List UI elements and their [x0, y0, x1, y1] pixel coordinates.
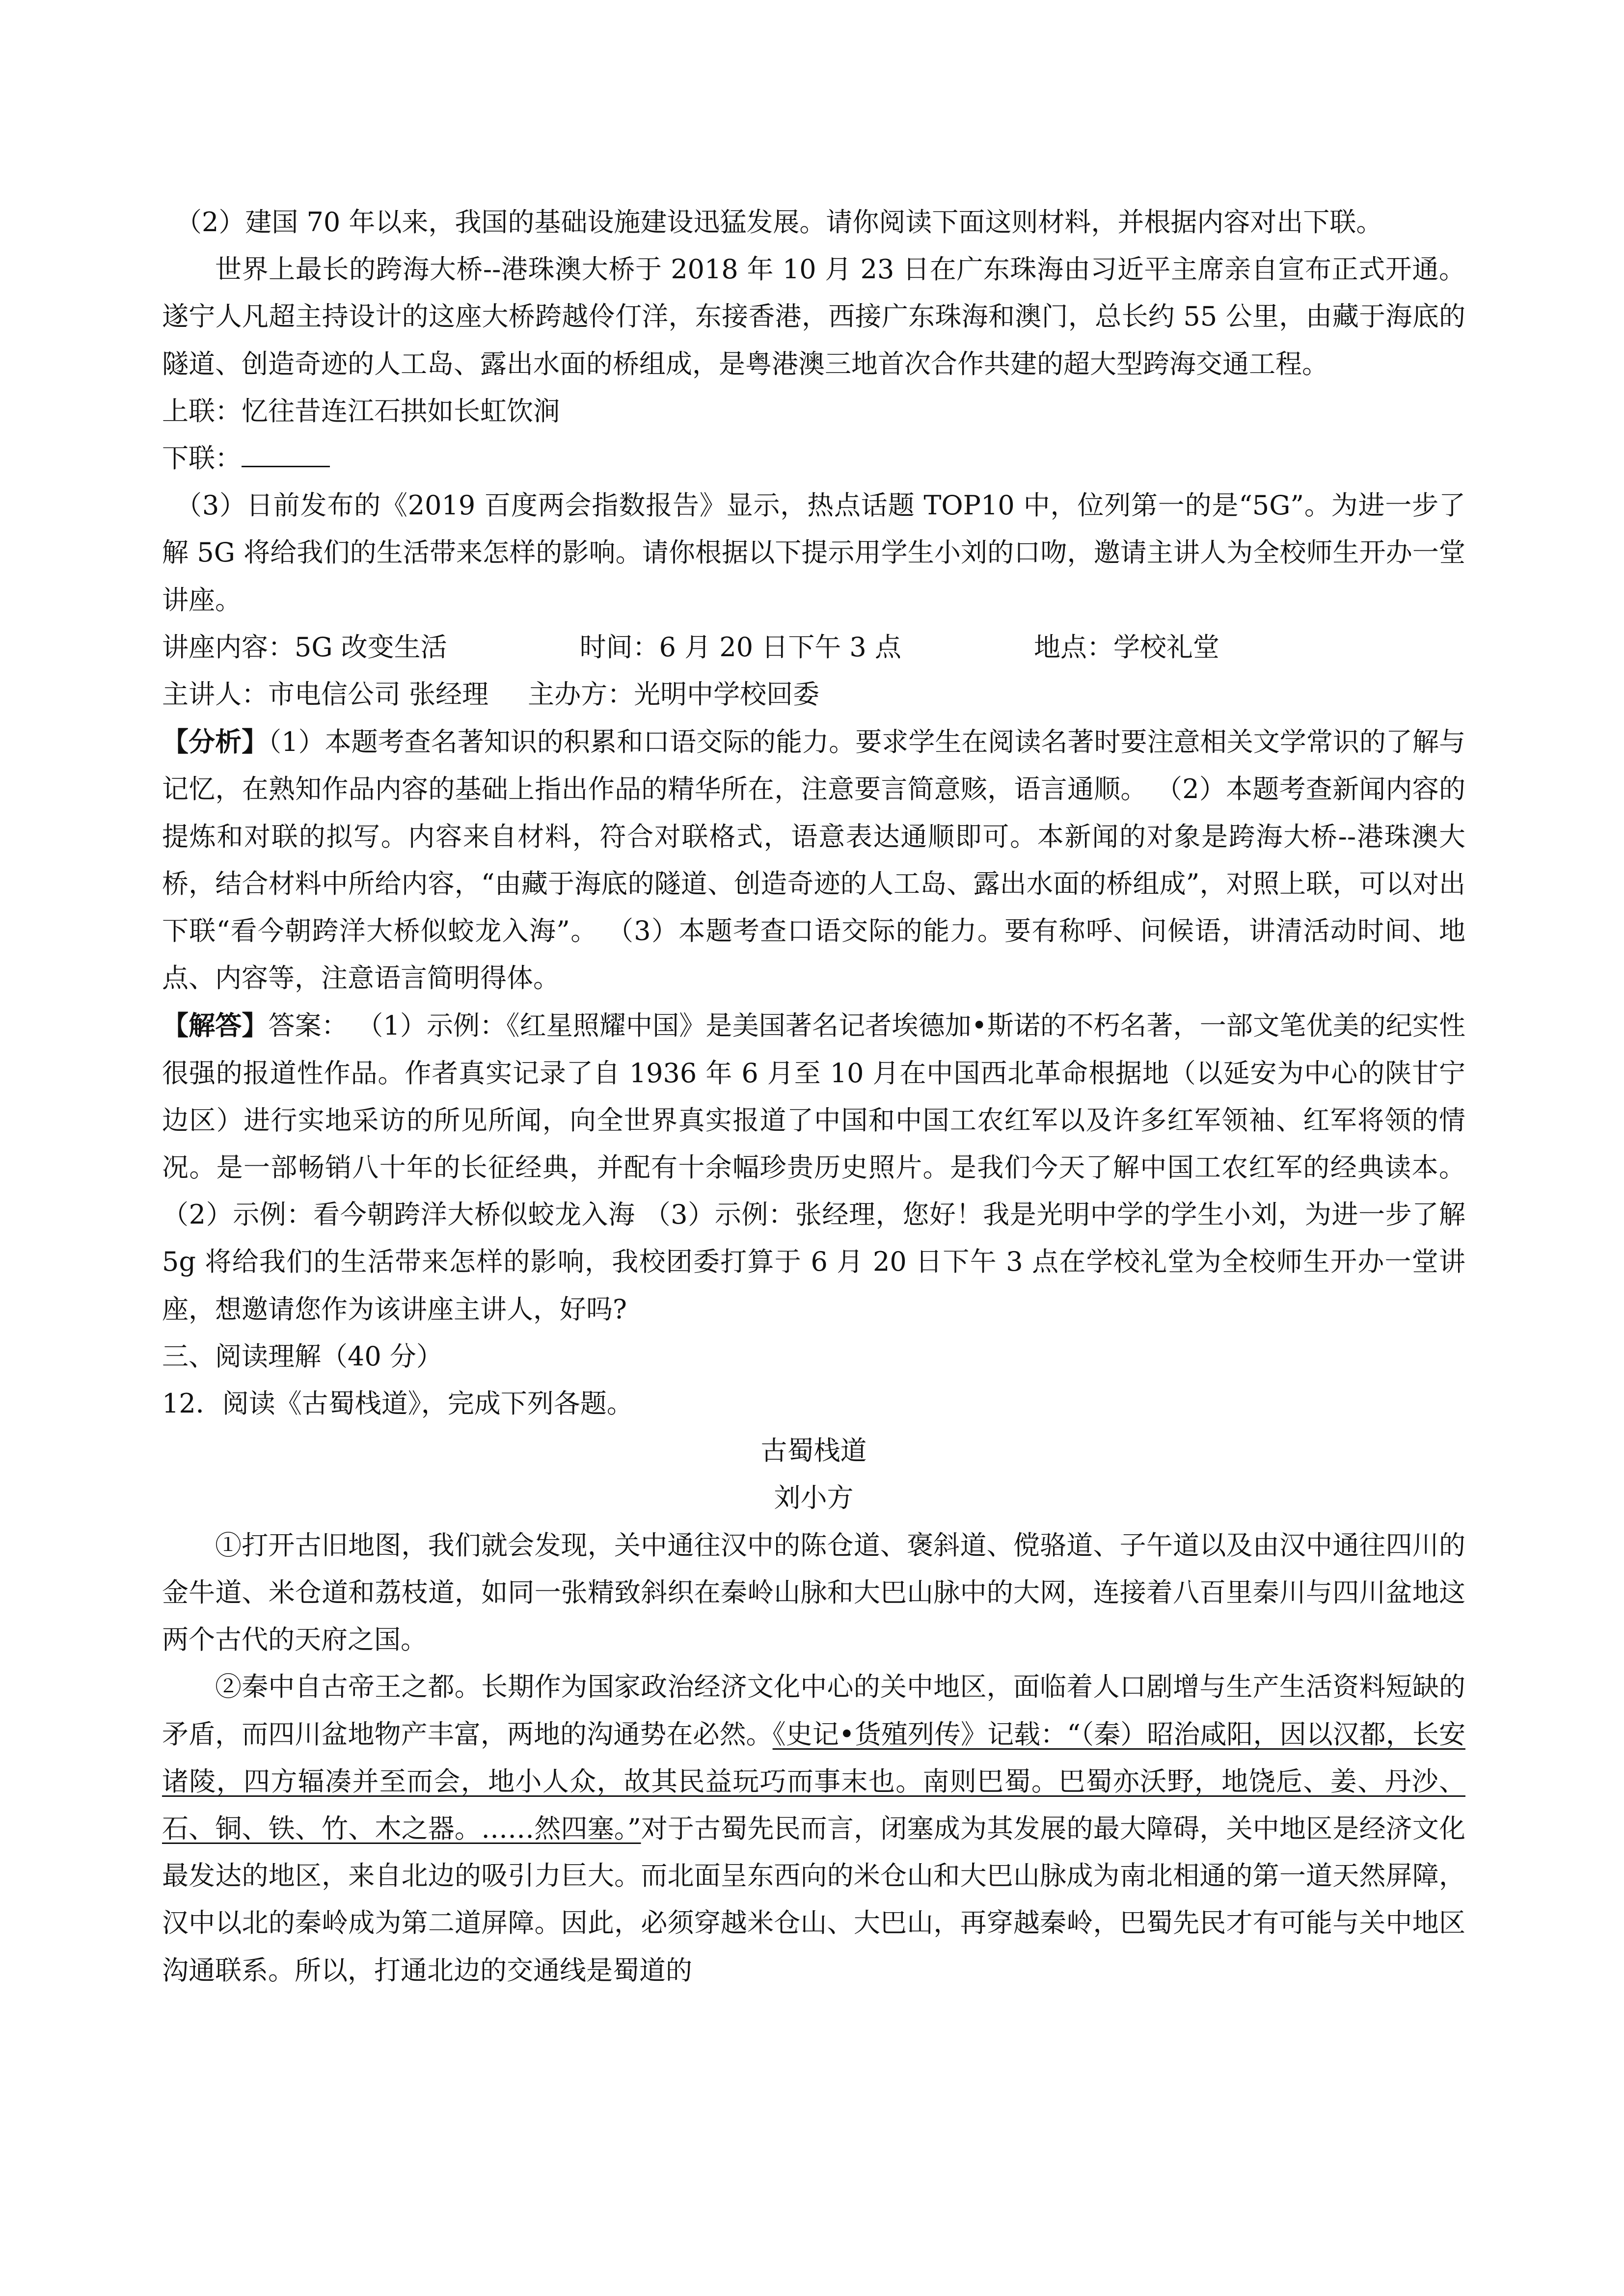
- lecture-speaker: 主讲人：市电信公司 张经理: [162, 679, 489, 710]
- lecture-place: 地点：学校礼堂: [1033, 631, 1219, 663]
- analysis-paragraph: [162, 718, 1465, 1002]
- para2-rest: 对于古蜀先民而言，闭塞成为其发展的最大障碍，关中地区是经济文化最发达的地区，来自北边的吸引力巨大。而北面呈东西向的米仓山和大巴山脉成为南北相通的第一道天然屏障，汉中以北的秦岭成为第二道屏障。因此，必须穿越米仓山、大巴山，再穿越秦岭，巴蜀先民才有可能与关中地区沟通联系。所以，打通北边的交通线是蜀道的: [162, 1813, 1465, 1986]
- upper-text: 忆往昔连江石拱如长虹饮涧: [242, 395, 560, 427]
- article-title: 古蜀栈道: [760, 1435, 867, 1467]
- q3-details-line1: [162, 624, 1465, 671]
- section-heading: 三、阅读理解（40 分）: [162, 1340, 443, 1372]
- lecture-time: 时间：6 月 20 日下午 3 点: [579, 631, 901, 663]
- q3-prompt: （3）日前发布的《2019 百度两会指数报告》显示，热点话题 TOP10 中，位列第一的是“5G”。为进一步了解 5G 将给我们的生活带来怎样的影响。请你根据以下提示用学生小刘的口吻，邀请主讲人为全校师生开办一堂讲座。: [162, 490, 1465, 615]
- lecture-content: 讲座内容：5G 改变生活: [162, 631, 447, 663]
- q2-upper-couplet: [162, 388, 1465, 435]
- analysis-label: 【分析】: [162, 726, 269, 758]
- answer-paragraph: [162, 1002, 1465, 1333]
- lower-label: 下联：: [162, 443, 242, 474]
- para2-intro: ②秦中自古帝王之都。长期作为国家政治经济文化中心的关中地区，面临着人口剧增与生产生活资料短缺的矛盾，而四川盆地物产丰富，两地的沟通势在必然。: [162, 1671, 1465, 1750]
- upper-label: 上联：: [162, 395, 242, 427]
- para2-quote-underlined: 《史记•货殖列传》记载：“（秦）昭治咸阳，因以汉都，长安诸陵，四方辐凑并至而会，地小人众，故其民益玩巧而事末也。南则巴蜀。巴蜀亦沃野，地饶卮、姜、丹沙、石、铜、铁、竹、木之器。……然四塞。”: [162, 1718, 1465, 1844]
- article-paragraph-1: ①打开古旧地图，我们就会发现，关中通往汉中的陈仓道、褒斜道、傥骆道、子午道以及由汉中通往四川的金牛道、米仓道和荔枝道，如同一张精致斜织在秦岭山脉和大巴山脉中的大网，连接着八百里秦川与四川盆地这两个古代的天府之国。: [162, 1529, 1465, 1655]
- q2-prompt: （2）建国 70 年以来，我国的基础设施建设迅猛发展。请你阅读下面这则材料，并根据内容对出下联。: [175, 207, 1383, 238]
- q2-lower-couplet: [162, 435, 1465, 482]
- article-author: 刘小方: [774, 1482, 854, 1514]
- answer-blank[interactable]: [242, 446, 330, 467]
- answer-text: 答案： （1）示例：《红星照耀中国》是美国著名记者埃德加•斯诺的不朽名著，一部文笔优美的纪实性很强的报道性作品。作者真实记录了自 1936 年 6 月至 10 月在中国西北革命根据地（以延安为中心的陕甘宁边区）进行实地采访的所见所闻，向全世界真实报道了中国和中国工农红军以及许多红军领袖、红军将领的情况。是一部畅销八十年的长征经典，并配有十余幅珍贵历史照片。是我们今天了解中国工农红军的经典读本。 （2）示例：看今朝跨洋大桥似蛟龙入海 （3）示例：张经理，您好！我是光明中学的学生小刘，为进一步了解 5g 将给我们的生活带来怎样的影响，我校团委打算于 6 月 20 日下午 3 点在学校礼堂为全校师生开办一堂讲座，想邀请您作为该讲座主讲人，好吗?: [162, 1010, 1465, 1325]
- analysis-text: （1）本题考查名著知识的积累和口语交际的能力。要求学生在阅读名著时要注意相关文学常识的了解与记忆，在熟知作品内容的基础上指出作品的精华所在，注意要言简意赅，语言通顺。 （2）本题考查新闻内容的提炼和对联的拟写。内容来自材料，符合对联格式，语意表达通顺即可。本新闻的对象是跨海大桥--港珠澳大桥，结合材料中所给内容，“由藏于海底的隧道、创造奇迹的人工岛、露出水面的桥组成”，对照上联，可以对出下联“看今朝跨洋大桥似蛟龙入海”。 （3）本题考查口语交际的能力。要有称呼、问候语，讲清活动时间、地点、内容等，注意语言简明得体。: [162, 726, 1465, 994]
- document-page: [162, 199, 1465, 1994]
- q2-material: 世界上最长的跨海大桥--港珠澳大桥于 2018 年 10 月 23 日在广东珠海由习近平主席亲自宣布正式开通。遂宁人凡超主持设计的这座大桥跨越伶仃洋，东接香港，西接广东珠海和澳门，总长约 55 公里，由藏于海底的隧道、创造奇迹的人工岛、露出水面的桥组成，是粤港澳三地首次合作共建的超大型跨海交通工程。: [162, 254, 1465, 379]
- question-12: 12．阅读《古蜀栈道》，完成下列各题。: [162, 1388, 633, 1419]
- article-paragraph-2: [162, 1663, 1465, 1994]
- q3-details-line2: [162, 671, 1465, 718]
- answer-label: 【解答】: [162, 1010, 269, 1041]
- lecture-organizer: 主办方：光明中学校回委: [528, 679, 820, 710]
